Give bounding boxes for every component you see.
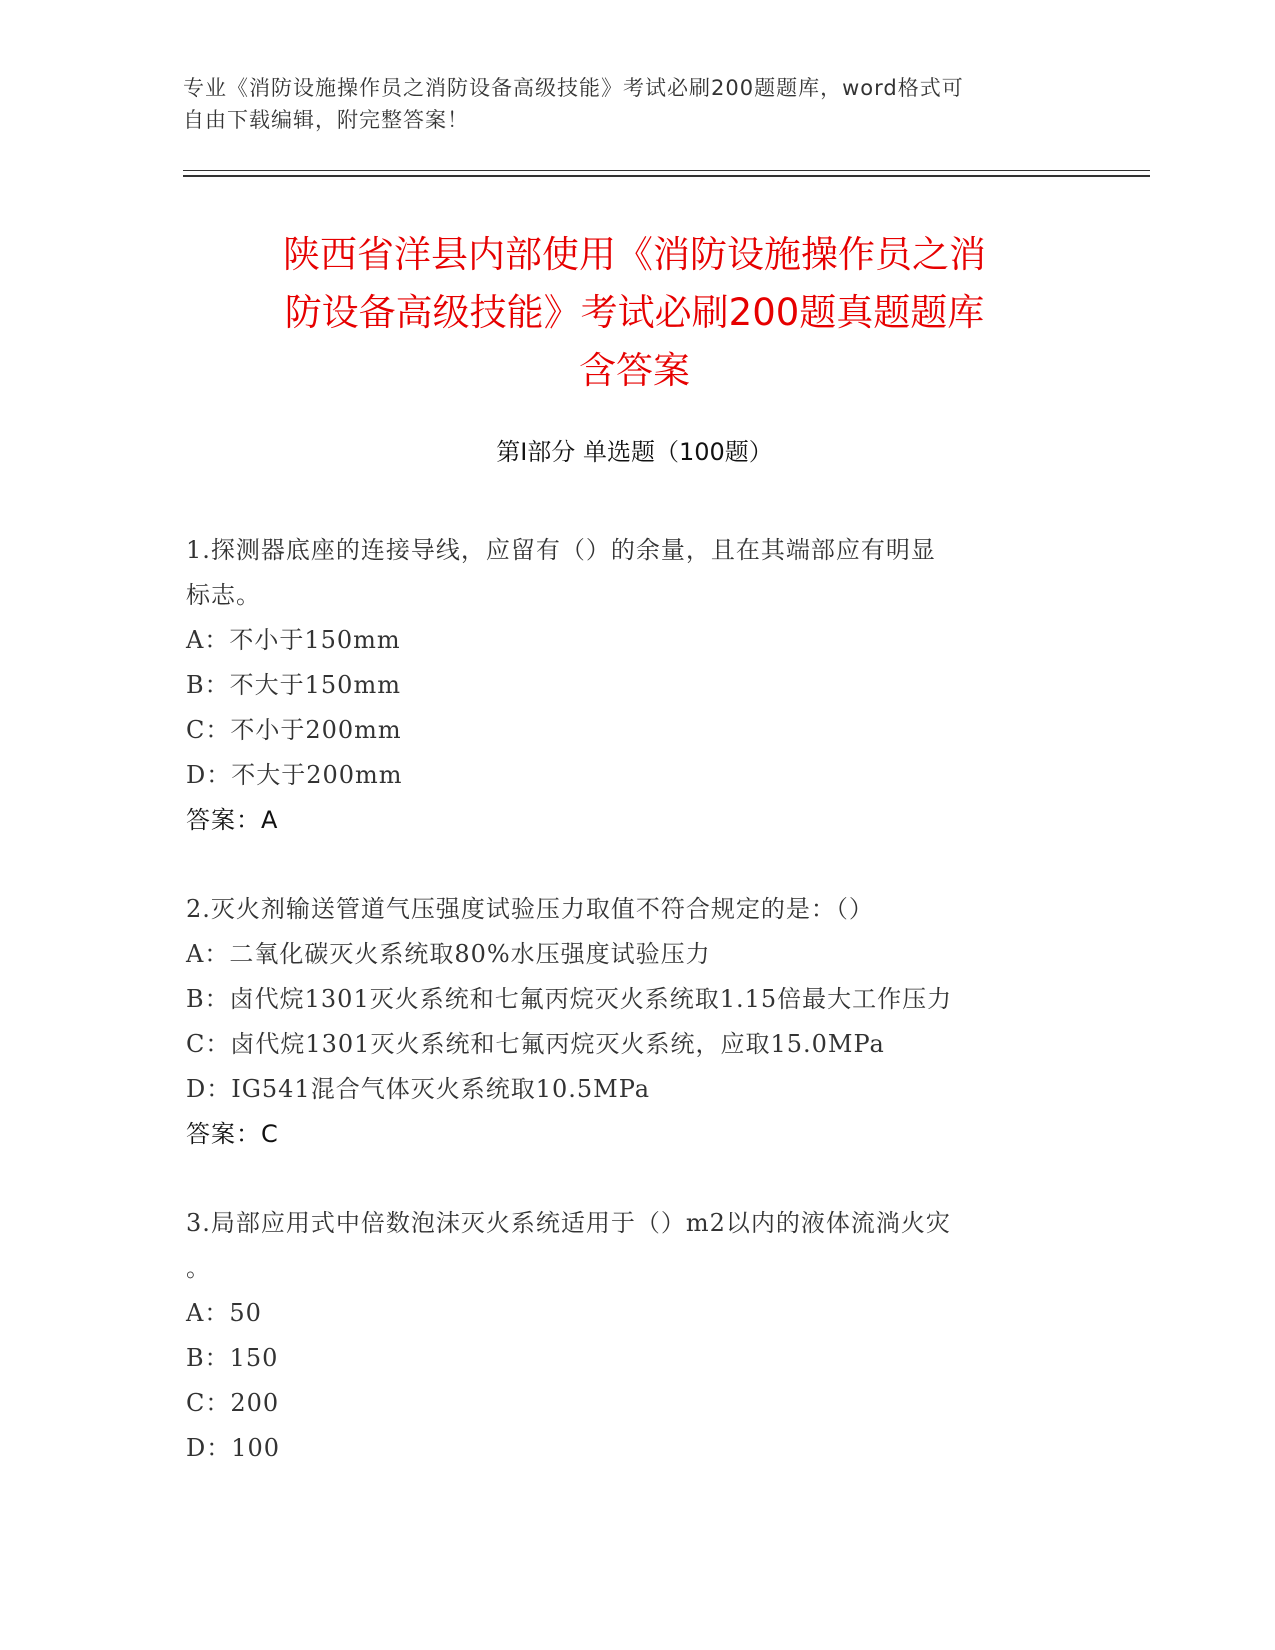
header-note-line: 自由下载编辑，附完整答案！ — [183, 108, 469, 132]
title-line: 防设备高级技能》考试必刷200题真题题库 — [284, 291, 985, 334]
question-answer: 答案：A — [186, 806, 279, 834]
title-line: 含答案 — [579, 349, 690, 392]
question-stem: 1.探测器底座的连接导线，应留有（）的余量，且在其端部应有明显 — [186, 536, 936, 564]
section-title: 第Ⅰ部分 单选题（100题） — [496, 438, 773, 466]
question-option: B：150 — [186, 1344, 279, 1372]
question-item — [186, 528, 1066, 843]
question-option: A：二氧化碳灭火系统取80%水压强度试验压力 — [186, 940, 711, 968]
question-list — [186, 528, 1066, 1515]
header-divider — [183, 170, 1150, 171]
question-answer: 答案：C — [186, 1120, 279, 1148]
question-option: C：不小于200mm — [186, 716, 402, 744]
header-divider — [183, 175, 1150, 177]
question-item — [186, 1201, 1066, 1471]
header-note-line: 专业《消防设施操作员之消防设备高级技能》考试必刷200题题库，word格式可 — [183, 76, 964, 100]
question-option: C：200 — [186, 1389, 280, 1417]
header-note — [183, 72, 1063, 136]
title-line: 陕西省洋县内部使用《消防设施操作员之消 — [283, 233, 986, 276]
question-option: C：卤代烷1301灭火系统和七氟丙烷灭火系统，应取15.0MPa — [186, 1030, 885, 1058]
question-option: A：不小于150mm — [186, 626, 401, 654]
question-option: D：IG541混合气体灭火系统取10.5MPa — [186, 1075, 651, 1103]
question-option: A：50 — [186, 1299, 262, 1327]
question-option: D：不大于200mm — [186, 761, 403, 789]
question-stem: 2.灭火剂输送管道气压强度试验压力取值不符合规定的是：（） — [186, 895, 874, 923]
question-stem: 3.局部应用式中倍数泡沫灭火系统适用于（）m2以内的液体流淌火灾 — [186, 1209, 951, 1237]
question-item — [186, 887, 1066, 1157]
question-stem: 。 — [186, 1254, 211, 1282]
question-option: B：卤代烷1301灭火系统和七氟丙烷灭火系统取1.15倍最大工作压力 — [186, 985, 953, 1013]
question-option: D：100 — [186, 1434, 281, 1462]
page-title — [183, 226, 1086, 400]
question-stem: 标志。 — [186, 581, 261, 609]
question-option: B：不大于150mm — [186, 671, 401, 699]
